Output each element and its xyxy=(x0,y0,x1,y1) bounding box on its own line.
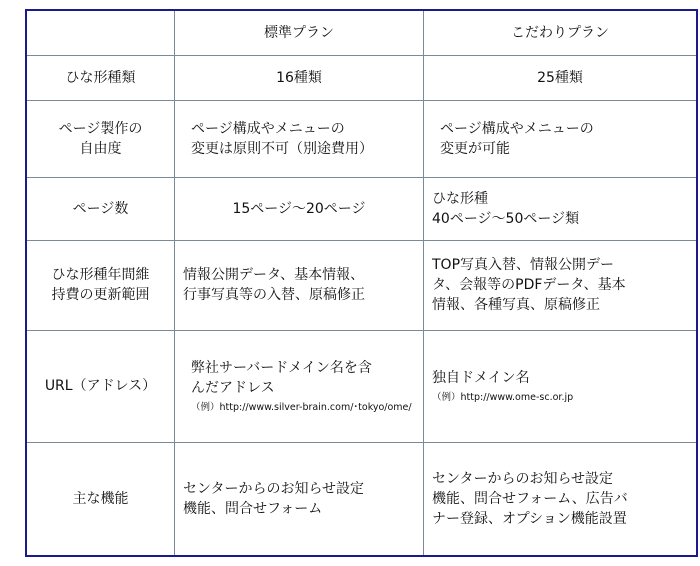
premium-maintenance-scope xyxy=(424,240,698,330)
plan-comparison-table xyxy=(25,9,698,557)
row-label-line: ページ数 xyxy=(72,200,129,217)
header-standard-plan: 標準プラン xyxy=(175,10,424,55)
cell-line: 行事写真等の入替、原稿修正 xyxy=(183,287,365,303)
cell-line: センターからのお知らせ設定 xyxy=(183,480,365,497)
url-example-note: （例）http://www.silver-brain.com/･tokyo/ome/ xyxy=(191,401,412,413)
row-label-line: ページ製作の xyxy=(58,120,143,137)
cell-line: 40ページ～50ページ類 xyxy=(432,210,580,227)
table-row xyxy=(26,177,697,240)
cell-line: 弊社サーバードメイン名を含 xyxy=(191,359,372,376)
cell-line: 機能、問合せフォーム xyxy=(183,500,323,517)
standard-maintenance-scope xyxy=(175,240,424,330)
table-row xyxy=(26,330,697,442)
row-label-page-count xyxy=(26,177,175,240)
premium-template-types xyxy=(424,55,698,100)
header-corner-cell xyxy=(26,10,175,55)
cell-line: ページ構成やメニューの xyxy=(191,120,345,137)
row-label-line: ひな形種類 xyxy=(65,69,136,86)
standard-template-types xyxy=(175,55,424,100)
cell-line: 変更が可能 xyxy=(440,140,510,157)
row-label-maintenance-scope xyxy=(26,240,175,330)
cell-line: ナー登録、オプション機能設置 xyxy=(432,510,627,527)
standard-url xyxy=(175,330,424,442)
cell-line: 15ページ～20ページ xyxy=(232,200,366,217)
table-row xyxy=(26,240,697,330)
cell-line: 25種類 xyxy=(537,69,583,86)
cell-line: タ、会報等のPDFデータ、基本 xyxy=(432,277,626,293)
row-label-line: URL（アドレス） xyxy=(44,378,157,394)
premium-url xyxy=(424,330,698,442)
header-premium-plan: こだわりプラン xyxy=(424,10,698,55)
row-label-line: 自由度 xyxy=(79,140,122,157)
cell-line: んだアドレス xyxy=(191,379,275,396)
table-row xyxy=(26,55,697,100)
cell-line: ページ構成やメニューの xyxy=(440,120,594,137)
url-example-note: （例）http://www.ome-sc.or.jp xyxy=(432,391,574,403)
row-label-line: 主な機能 xyxy=(72,490,129,507)
row-label-template-types xyxy=(26,55,175,100)
cell-line: 変更は原則不可（別途費用） xyxy=(191,140,373,157)
row-label-main-features xyxy=(26,442,175,556)
row-label-line: 持費の更新範囲 xyxy=(51,287,150,303)
standard-main-features xyxy=(175,442,424,556)
cell-line: 独自ドメイン名 xyxy=(432,369,530,386)
cell-line: ひな形種 xyxy=(432,190,488,207)
cell-line: 情報、各種写真、原稿修正 xyxy=(432,297,600,313)
premium-main-features xyxy=(424,442,698,556)
cell-line: センターからのお知らせ設定 xyxy=(432,470,614,487)
standard-page-freedom xyxy=(175,100,424,177)
table-row xyxy=(26,100,697,177)
row-label-line: ひな形種年間維 xyxy=(51,267,150,283)
premium-page-count xyxy=(424,177,698,240)
header-row xyxy=(26,10,697,55)
standard-page-count xyxy=(175,177,424,240)
cell-line: 16種類 xyxy=(276,69,322,86)
row-label-url xyxy=(26,330,175,442)
row-label-page-freedom xyxy=(26,100,175,177)
premium-page-freedom xyxy=(424,100,698,177)
cell-line: 機能、問合せフォーム、広告バ xyxy=(432,490,628,507)
table-row xyxy=(26,442,697,556)
cell-line: 情報公開データ、基本情報、 xyxy=(183,267,365,283)
cell-line: TOP写真入替、情報公開デー xyxy=(432,257,615,273)
